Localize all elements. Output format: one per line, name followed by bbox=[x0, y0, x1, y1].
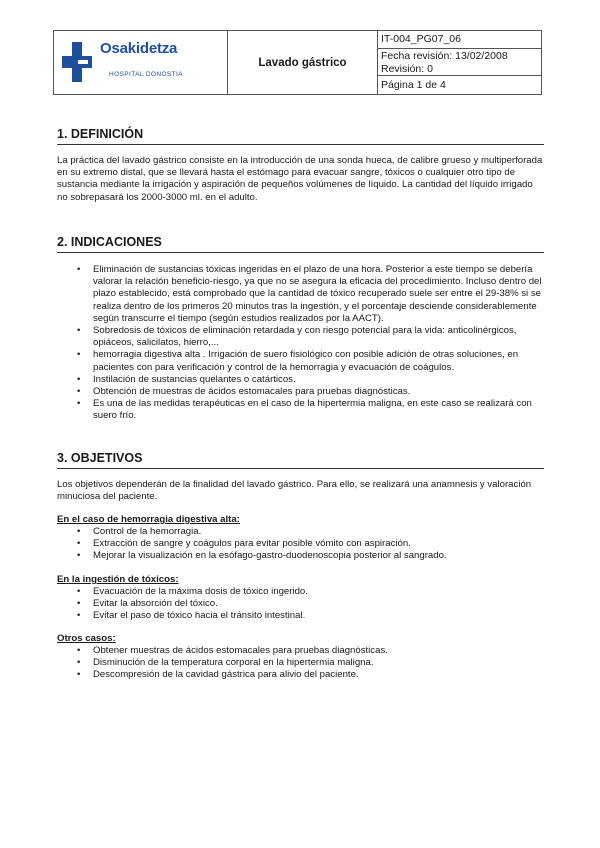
list-item: • Extracción de sangre y coágulos para evitar posible vómito con aspiración. bbox=[77, 538, 543, 550]
document-code: IT-004_PG07_06 bbox=[378, 31, 541, 49]
list-item: • Mejorar la visualización en la esófago-gastro-duodenoscopia posterior al sangrado. bbox=[77, 550, 543, 562]
list-item: • Sobredosis de tóxicos de eliminación retardada y con riesgo potencial para la vida: anticolinérgicos, opiáceos, salicilatos, hierro,... bbox=[77, 325, 543, 349]
list-item: • Control de la hemorragia. bbox=[77, 526, 543, 538]
revision-number: Revisión: 0 bbox=[381, 63, 433, 75]
list-item: • Evitar el paso de tóxico hacia el tránsito intestinal. bbox=[77, 610, 543, 622]
objetivos-intro: Los objetivos dependerán de la finalidad del lavado gástrico. Para ello, se realizará una anamnesis y valoración minuciosa del paciente. bbox=[57, 479, 532, 503]
list-item: • Descompresión de la cavidad gástrica para alivio del paciente. bbox=[77, 669, 543, 681]
section-definicion-title: 1. DEFINICIÓN bbox=[57, 127, 544, 145]
logo-subtitle: HOSPITAL DONOSTIA bbox=[109, 71, 183, 78]
list-item: • Disminución de la temperatura corporal en la hipertermia maligna. bbox=[77, 657, 543, 669]
objetivos-otros-heading: Otros casos: bbox=[57, 633, 116, 644]
document-title: Lavado gástrico bbox=[228, 31, 378, 94]
document-meta bbox=[378, 31, 541, 94]
list-item: • Evacuación de la máxima dosis de tóxico ingerido. bbox=[77, 586, 543, 598]
section-objetivos-title: 3. OBJETIVOS bbox=[57, 451, 544, 469]
list-item: • Es una de las medidas terapéuticas en el caso de la hipertermia maligna, en este caso se realizará con suero frío. bbox=[77, 398, 543, 422]
objetivos-hemorragia-heading: En el caso de hemorragia digestiva alta: bbox=[57, 514, 240, 525]
section-definicion-text: La práctica del lavado gástrico consiste en la introducción de una sonda hueca, de calibre grueso y multiperforada en su extremo distal, que se llevará hasta el estómago para evacuar sangre, tóxicos o cualquier otro tipo de sustancia mediante la irrigación y aspiración de pequeños volúmenes de líquido. La cantidad del líquido irrigado no sobrepasará los 2000-3000 ml. en el adulto. bbox=[57, 155, 543, 203]
list-item: • Eliminación de sustancias tóxicas ingeridas en el plazo de una hora. Posterior a este tiempo se debería valorar la relación beneficio-riesgo, ya que no se asegura la eficacia del procedimiento. Incluso dentro del plazo establecido, está comprobado que la cantidad de tóxico recuperado suele ser entre el 29-38% si se realiza dentro de los primeros 20 minutos tras la ingestión, y el porcentaje desciende considerablemente según transcurre el tiempo (según estudios realizados por la AACT). bbox=[77, 264, 543, 325]
osakidetza-logo-icon bbox=[62, 42, 92, 82]
logo-cell bbox=[54, 31, 228, 94]
revision-date: Fecha revisión: 13/02/2008 bbox=[381, 50, 508, 62]
page-number: Página 1 de 4 bbox=[381, 79, 446, 91]
objetivos-toxicos-list bbox=[77, 586, 543, 623]
list-item: • Instilación de sustancias quelantes o catárticos. bbox=[77, 374, 543, 386]
list-item: • Obtener muestras de ácidos estomacales para pruebas diagnósticas. bbox=[77, 645, 543, 657]
document-header bbox=[53, 30, 542, 95]
section-indicaciones-title: 2. INDICACIONES bbox=[57, 235, 544, 253]
logo-name: Osakidetza bbox=[100, 40, 178, 57]
objetivos-hemorragia-list bbox=[77, 526, 543, 563]
list-item: • Evitar la absorción del tóxico. bbox=[77, 598, 543, 610]
list-item: • Obtención de muestras de ácidos estomacales para pruebas diagnósticas. bbox=[77, 386, 543, 398]
objetivos-otros-list bbox=[77, 645, 543, 682]
revision-cell bbox=[378, 49, 541, 76]
objetivos-toxicos-heading: En la ingestión de tóxicos: bbox=[57, 574, 179, 585]
list-item: • hemorragia digestiva alta . Irrigación de suero fisiológico con posible adición de otras soluciones, en pacientes con para verificación y control de la hemorragia y evacuación de coágulos. bbox=[77, 349, 543, 373]
indicaciones-list bbox=[77, 264, 543, 423]
